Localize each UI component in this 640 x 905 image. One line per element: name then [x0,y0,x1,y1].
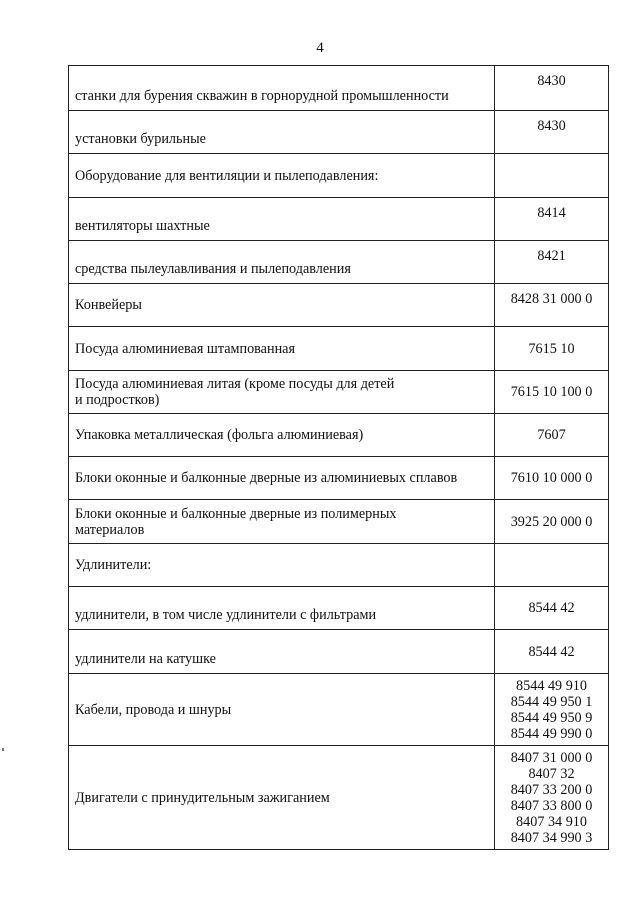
table-row [69,630,609,674]
scan-mark [2,748,4,751]
section-heading: Оборудование для вентиляции и пылеподавления: [69,154,495,198]
table-row [69,746,609,850]
tnved-code: 8544 49 950 1 [510,693,593,710]
table-row [69,66,609,111]
tnved-code: 7610 10 000 0 [495,457,609,500]
table-row [69,544,609,587]
product-name: вентиляторы шахтные [69,198,495,241]
tnved-code-empty [495,544,609,587]
tnved-code: 8430 [495,66,609,111]
product-name: Конвейеры [69,284,495,327]
tnved-code: 8421 [495,241,609,284]
product-name-line: Блоки оконные и балконные дверные из полимерных [75,505,397,522]
tnved-code: 8544 49 950 9 [510,709,593,726]
table-row [69,154,609,198]
product-name [69,371,495,414]
tnved-code: 8544 49 990 0 [510,725,593,742]
tnved-code: 7607 [495,414,609,457]
product-name: удлинители, в том числе удлинители с фильтрами [69,587,495,630]
tnved-code: 8544 42 [495,630,609,674]
table-row [69,500,609,544]
table-row [69,457,609,500]
table-row [69,327,609,371]
table-row [69,284,609,327]
product-name: Кабели, провода и шнуры [69,674,495,746]
product-name: Блоки оконные и балконные дверные из алюминиевых сплавов [69,457,495,500]
product-name: установки бурильные [69,111,495,154]
tnved-code: 8428 31 000 0 [495,284,609,327]
tnved-code: 8544 49 910 [516,677,587,694]
product-name: Посуда алюминиевая штампованная [69,327,495,371]
table-row [69,674,609,746]
tnved-code: 8430 [495,111,609,154]
product-name: Двигатели с принудительным зажиганием [69,746,495,850]
product-name-line: материалов [75,521,145,538]
tnved-code: 7615 10 [495,327,609,371]
table-row [69,241,609,284]
product-name-line: Посуда алюминиевая литая (кроме посуды для детей [75,376,395,392]
tnved-code: 8407 33 800 0 [510,797,593,814]
product-name: станки для бурения скважин в горнорудной промышленности [69,66,495,111]
table-row [69,587,609,630]
tnved-code-list [495,674,609,746]
tnved-code: 8544 42 [495,587,609,630]
tnved-code: 8407 31 000 0 [510,749,593,766]
tnved-code-list [495,746,609,850]
tnved-code: 8407 32 [528,765,575,782]
product-name: Упаковка металлическая (фольга алюминиевая) [69,414,495,457]
tnved-code: 7615 10 100 0 [495,371,609,414]
goods-table [68,65,609,850]
product-name-line: и подростков) [75,392,160,408]
tnved-code: 8407 34 990 3 [510,829,593,846]
product-name [69,500,495,544]
table-row [69,198,609,241]
tnved-code: 8407 34 910 [516,813,587,830]
table-row [69,111,609,154]
product-name: удлинители на катушке [69,630,495,674]
page-number: 4 [316,40,324,56]
tnved-code: 8407 33 200 0 [510,781,593,798]
section-heading: Удлинители: [69,544,495,587]
tnved-code: 8414 [495,198,609,241]
product-name: средства пылеулавливания и пылеподавления [69,241,495,284]
table-row [69,414,609,457]
table-row [69,371,609,414]
tnved-code-empty [495,154,609,198]
tnved-code: 3925 20 000 0 [495,500,609,544]
